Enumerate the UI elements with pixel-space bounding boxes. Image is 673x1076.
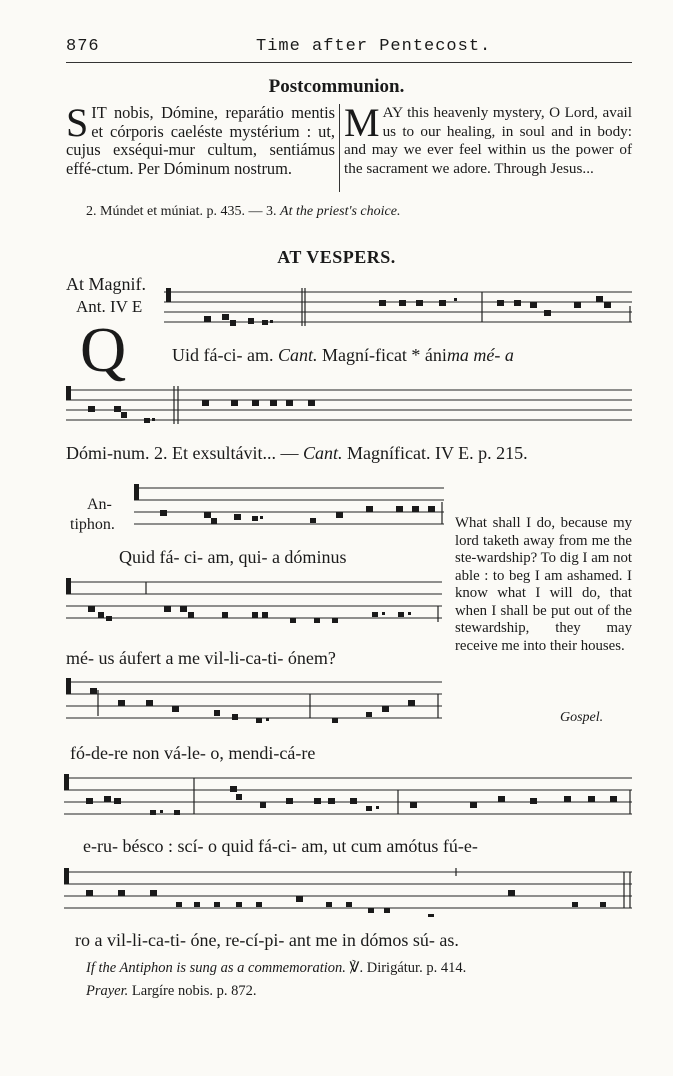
latin-text: IT nobis, Dómine, reparátio mentis et córporis caeléste mystérium : ut, cujus exséqui-mur cultum, sentiámus effé-ctum. Per Dóminum nostrum.	[66, 103, 335, 178]
lyric-1-cant: Cant.	[277, 345, 318, 365]
do-clef	[134, 484, 139, 500]
rubric-commemoration	[86, 960, 466, 977]
staff-lines	[64, 778, 632, 814]
staff-6	[64, 774, 634, 820]
staff-5	[66, 676, 446, 728]
lyric-line-5: fó-de-re non vá-le- o, mendi-cá-re	[70, 743, 316, 763]
do-clef	[66, 678, 71, 694]
lyric-line-2	[66, 443, 528, 464]
staff-4	[66, 578, 446, 626]
antiphon-label-bottom: tiphon.	[70, 516, 115, 533]
neumes	[88, 606, 411, 623]
lyric-1-italic: ma mé- a	[446, 345, 514, 365]
do-clef	[166, 288, 171, 302]
rubric-prayer	[86, 983, 257, 1000]
header-rule	[66, 62, 632, 63]
footnote	[86, 204, 400, 220]
lyric-1-text: Magní-ficat * áni	[321, 345, 447, 365]
english-drop-initial: M	[344, 100, 380, 145]
neumes	[86, 890, 606, 917]
do-clef	[66, 386, 71, 400]
staff-7	[64, 868, 634, 916]
latin-drop-initial: S	[66, 100, 89, 145]
gospel-text: What shall I do, because my lord taketh away from me the ste-wardship? To dig I am not able : to beg I am ashamed. I know what I will do, that when I shall be put out of the stewardship, they may receive me into their houses.	[455, 515, 632, 654]
rubric-2-italic: Prayer.	[86, 983, 129, 999]
rubric-1-ref: ℣. Dirigátur. p. 414.	[349, 960, 467, 976]
staff-lines	[66, 390, 632, 420]
neumes	[160, 506, 435, 524]
do-clef	[64, 868, 69, 884]
english-column	[344, 100, 632, 178]
staff-1	[164, 288, 634, 328]
postcommunion-title: Postcommunion.	[268, 76, 405, 97]
staff-3	[134, 484, 446, 528]
antiphon-label-top: An-	[87, 496, 112, 513]
lyric-2-ref: Magníficat. IV E. p. 215.	[347, 443, 528, 463]
rubric-2-ref: Largíre nobis. p. 872.	[131, 983, 257, 999]
latin-column	[66, 100, 335, 178]
lyric-line-3: Quid fá- ci- am, qui- a dóminus	[119, 547, 347, 567]
magnificat-label: At Magnif.	[66, 274, 146, 294]
page-number: 876	[66, 37, 100, 56]
footnote-italic: At the priest's choice.	[280, 204, 401, 219]
lyric-line-7: ro a vil-li-ca-ti- óne, re-cí-pi- ant me in dómos sú- as.	[75, 930, 459, 950]
column-divider	[339, 104, 340, 192]
running-title: Time after Pentecost.	[256, 37, 492, 56]
lyric-line-1	[172, 345, 514, 366]
lyric-2-text: Dómi-num. 2. Et exsultávit... —	[66, 443, 299, 463]
staff-2	[66, 386, 634, 426]
antiphon-mode-label: Ant. IV E	[76, 297, 143, 316]
lyric-line-4: mé- us áufert a me vil-li-ca-ti- ónem?	[66, 648, 336, 668]
rubric-1-italic: If the Antiphon is sung as a commemoration.	[86, 960, 346, 976]
do-clef	[64, 774, 69, 790]
gospel-source: Gospel.	[560, 710, 604, 725]
vespers-title: AT VESPERS.	[277, 247, 396, 267]
lyric-1-incipit: Uid fá-ci- am.	[172, 345, 274, 365]
staff-lines	[164, 292, 632, 322]
bar-lines	[174, 386, 178, 424]
do-clef	[66, 578, 71, 594]
lyric-2-cant: Cant.	[302, 443, 343, 463]
lyric-line-6: e-ru- bésco : scí- o quid fá-ci- am, ut cum amótus fú-e-	[83, 836, 478, 856]
footnote-main: 2. Múndet et múniat. p. 435. — 3.	[86, 204, 277, 219]
chant-initial: Q	[80, 314, 127, 385]
english-text: AY this heavenly mystery, O Lord, avail us to our healing, in soul and in body: and may we ever feel within us the power of the sacrament we adore. Through Jesus...	[344, 104, 632, 177]
